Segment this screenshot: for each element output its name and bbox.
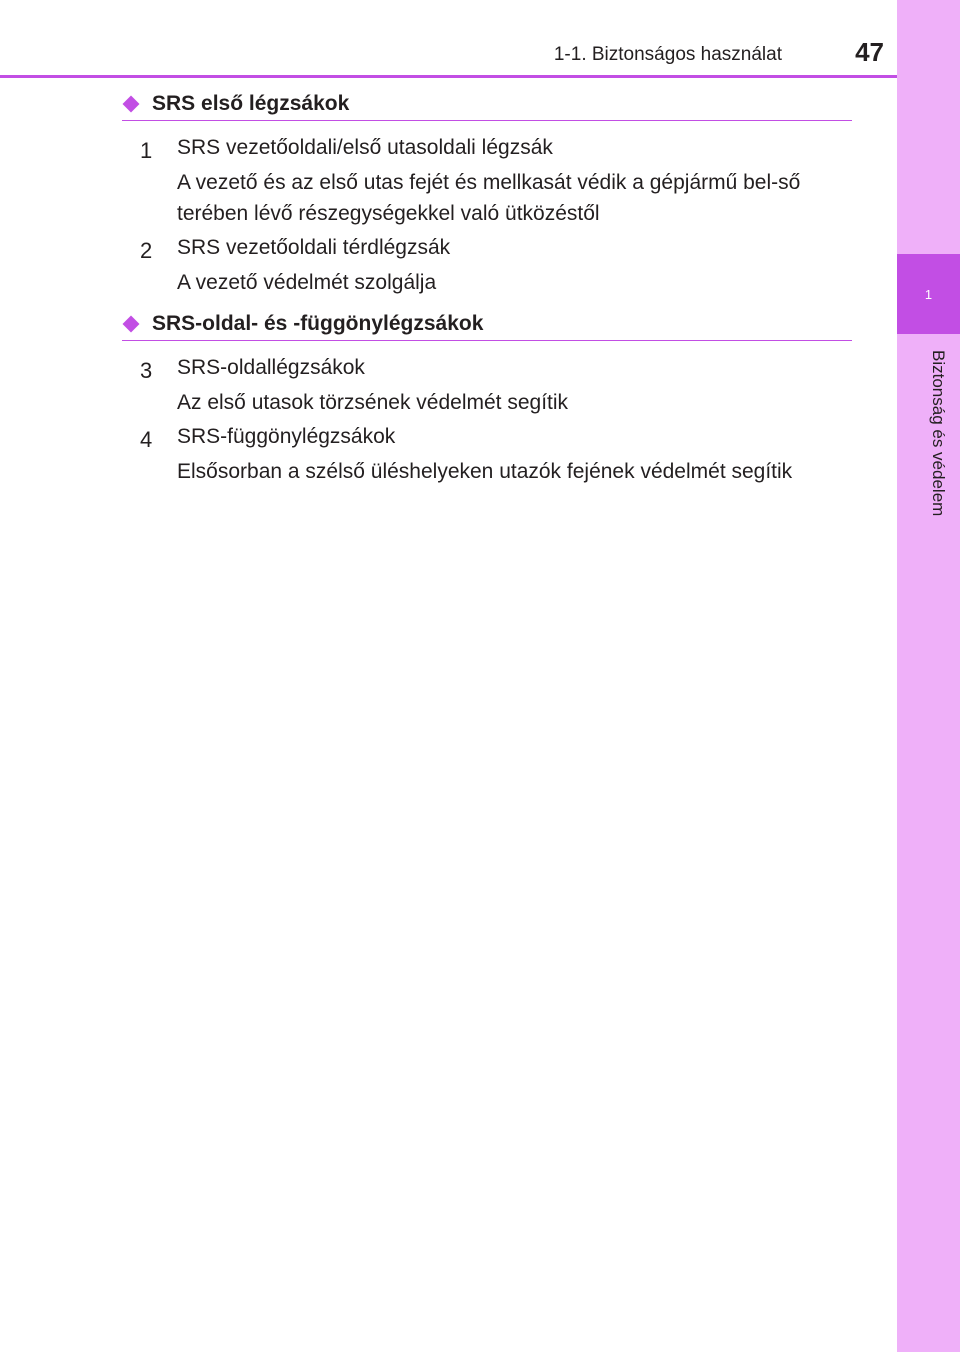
item-title: SRS vezetőoldali/első utasoldali légzsák (177, 136, 553, 159)
diamond-bullet-icon (123, 316, 140, 333)
item-description: Az első utasok törzsének védelmét segítik (177, 391, 569, 414)
item-number: 4 (140, 427, 153, 452)
chapter-title: Biztonság és védelem (929, 350, 948, 517)
header-rule (0, 75, 897, 78)
section-heading (122, 92, 852, 122)
chapter-number: 1 (924, 286, 933, 302)
item-title: SRS-függönylégzsákok (177, 425, 396, 448)
item-title: SRS vezetőoldali térdlégzsák (177, 236, 451, 259)
item-number: 2 (140, 238, 153, 263)
item-description: A vezető és az első utas fejét és mellkasát védik a gépjármű bel-ső terében lévő részegységekkel való ütközéstől (177, 171, 801, 225)
item-description: Elsősorban a szélső üléshelyeken utazók fejének védelmét segítik (177, 460, 793, 483)
item-number: 1 (140, 138, 153, 163)
item-title: SRS-oldallégzsákok (177, 356, 365, 379)
page-number: 47 (855, 37, 884, 67)
section-title: SRS-oldal- és -függönylégzsákok (152, 312, 484, 335)
section-title: SRS első légzsákok (152, 92, 350, 115)
section-rule (122, 340, 852, 341)
chapter-side-tab (897, 0, 960, 1352)
chapter-number-tab (897, 254, 960, 334)
item-number: 3 (140, 358, 153, 383)
running-header: 1-1. Biztonságos használat (553, 44, 782, 65)
item-description: A vezető védelmét szolgálja (177, 271, 437, 294)
section-heading (122, 312, 852, 342)
section-rule (122, 120, 852, 121)
diamond-bullet-icon (123, 96, 140, 113)
